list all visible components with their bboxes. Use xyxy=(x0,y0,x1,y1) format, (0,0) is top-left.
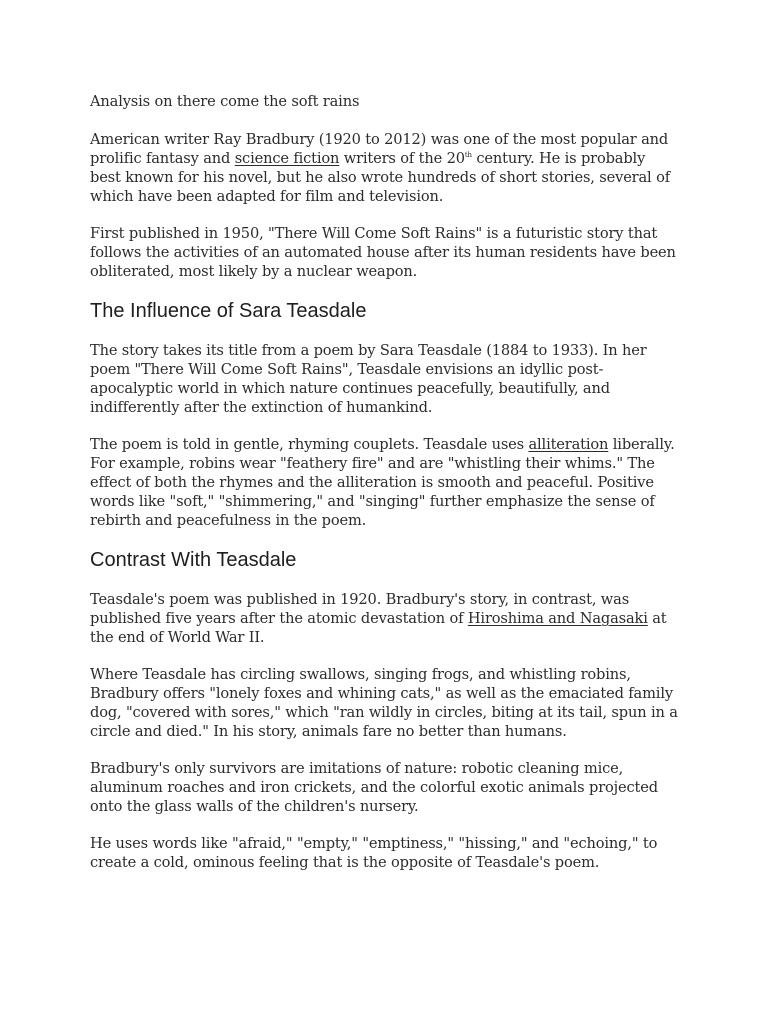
science-fiction-link[interactable]: science fiction xyxy=(234,150,340,167)
intro-paragraph-2: First published in 1950, "There Will Come Soft Rains" is a futuristic story that follows the activities of an automated house after its human residents have been obliterated, most likely by a nuclear weapon. xyxy=(90,225,676,280)
contrast-paragraph-2: Where Teasdale has circling swallows, singing frogs, and whistling robins, Bradbury offers "lonely foxes and whining cats," as well as the emaciated family dog, "covered with sores," which "ran wildly in circles, biting at its tail, spun in a circle and died." In his story, animals fare no better than humans. xyxy=(90,666,678,740)
intro-p1-text-c: century. He is probably best known for his novel, but he also wrote hundreds of short stories, several of which have been adapted for film and television. xyxy=(90,150,670,205)
contrast-paragraph-3: Bradbury's only survivors are imitations of nature: robotic cleaning mice, aluminum roaches and iron crickets, and the colorful exotic animals projected onto the glass walls of the children's nursery. xyxy=(90,760,658,815)
intro-paragraph-1 xyxy=(90,130,680,206)
contrast-p1-text-a: Teasdale's poem was published in 1920. Bradbury's story, in contrast, was published five years after the atomic devastation of xyxy=(90,591,630,627)
intro-p1-text-b: writers of the 20 xyxy=(339,150,465,167)
contrast-paragraph-1 xyxy=(90,590,680,647)
influence-p2-text-a: The poem is told in gentle, rhyming couplets. Teasdale uses xyxy=(90,436,529,453)
document-title: Analysis on there come the soft rains xyxy=(90,93,360,110)
influence-paragraph-1: The story takes its title from a poem by Sara Teasdale (1884 to 1933). In her poem "There Will Come Soft Rains", Teasdale envisions an idyllic post-apocalyptic world in which nature continues peacefully, beautifully, and indifferently after the extinction of humankind. xyxy=(90,342,647,416)
contrast-paragraph-4: He uses words like "afraid," "empty," "emptiness," "hissing," and "echoing," to create a cold, ominous feeling that is the opposite of Teasdale's poem. xyxy=(90,835,658,871)
document-page xyxy=(90,92,680,890)
intro-p1-text-a: American writer Ray Bradbury (1920 to 2012) was one of the most popular and prolific fantasy and xyxy=(90,131,669,167)
section-heading-contrast: Contrast With Teasdale xyxy=(90,549,297,571)
section-heading-influence: The Influence of Sara Teasdale xyxy=(90,300,367,322)
hiroshima-nagasaki-link[interactable]: Hiroshima and Nagasaki xyxy=(467,610,648,627)
ordinal-suffix: th xyxy=(464,151,472,160)
contrast-p1-text-b: at the end of World War II. xyxy=(90,610,667,646)
influence-paragraph-2 xyxy=(90,435,680,530)
influence-p2-text-b: liberally. For example, robins wear "feathery fire" and are "whistling their whims." The effect of both the rhymes and the alliteration is smooth and peaceful. Positive words like "soft," "shimmering," and "singing" further emphasize the sense of rebirth and peacefulness in the poem. xyxy=(90,436,675,529)
alliteration-link[interactable]: alliteration xyxy=(528,436,609,453)
